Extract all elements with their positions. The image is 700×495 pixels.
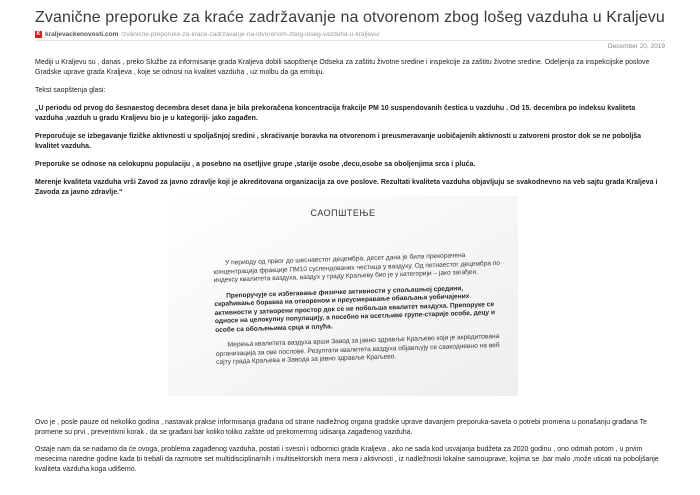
scan-paragraph-1: У периоду од првог до шеснаестог децембра, десет дана је била прекорачена концентрација фракције ПМ10 суспендованих честица у ваздуху. Од петнаестог децембра по индексу квалитета ваздуха, ваздух у граду Краљеву био је у категорији – јако загађен. — [213, 252, 501, 284]
scan-paragraph-3: Мерења квалитета ваздуха врши Завод за јавно здравље Краљево који је акредитована организација за ове послове. Резултати квалитета ваздуха објављују се свакодневно на веб сајту града Краљева и Завода за јавно здравље Краљево. — [215, 333, 500, 366]
article-body-outro — [35, 418, 665, 482]
site-favicon-icon: K — [36, 31, 41, 37]
intro-paragraph: Mediji u Kraljevu su , danas , preko Službe za informisanje grada Kraljeva dobili saopštenje Odseka za zaštitu životne sredine i inspekcije za zaštitu životne sredine. Odeljenja za inspekcijske poslove Gradske uprave grada Kraljeva , koje se odnosi na kvalitet vazduha , uz molbu da ga emituju. — [35, 59, 650, 76]
scan-title: САОПШТЕЊЕ — [310, 208, 376, 218]
statement-lead: Tekst saopštenja glasi: — [35, 87, 106, 94]
publish-date: December 20, 2019 — [607, 43, 665, 50]
outro-paragraph-1: Ovo je , posle pauze od nekoliko godina , nastavak prakse informisanja građana od strane nadležnog organa gradske uprave davanjem preporuka-saveta o potrebi promena u ponašanju građana Te promene su prvi , preventivni korak , da se građani bar koliko toliko zaštite od prekomernog udisanja zagađenog vazduha. — [35, 419, 647, 436]
article-title: Zvanične preporuke za kraće zadržavanje na otvorenom zbog lošeg vazduha u Kraljevu — [35, 9, 665, 26]
source-line[interactable] — [35, 31, 380, 38]
header-divider — [35, 40, 665, 41]
site-name[interactable]: kraljevackenovosti.com — [45, 31, 119, 38]
quote-paragraph-4: Merenje kvaliteta vazduha vrši Zavod za javno zdravlje koji je akreditovana organizacija za ove poslove. Rezultati kvaliteta vazduha objavljuju se svakodnevno na veb sajtu grada Kraljeva i Zavoda za javno zdravlje.“ — [35, 179, 658, 196]
article-body-intro — [35, 58, 665, 206]
quote-paragraph-2: Preporučuje se izbegavanje fizičke aktivnosti u spoljašnjoj sredini , skraćivanje boravka na otvorenom i preusmeravanje uobičajenih aktivnosti u zatvoreni prostor dok se ne poboljša kvalitet vazduha. — [35, 133, 642, 150]
scan-paragraph-2: Препоручује се избегавање физичке активности у спољашњој средини, скраћивање боравка на отвореном и преусмеравање обављања уобичајених активности у затворени простор док се не побољша квалитет ваздуха. Препоруке се односе на целокупну популацију, а посебно на осетљиве групе-старије особе, децу и особе са обољењима срца и плућа. — [214, 284, 496, 334]
scanned-statement-image — [168, 196, 518, 396]
quote-paragraph-1: „U periodu od prvog do šesnaestog decembra deset dana je bila prekoračena koncentracija frakcije PM 10 suspendovanih čestica u vazduhu . Od 15. decembra po indeksu kvaliteta vazduha ,vazduh u gradu Kraljevu bio je u kategoriji- jako zagađen. — [35, 105, 636, 122]
quote-paragraph-3: Preporuke se odnose na celokupnu populaciju , a posebno na osetljive grupe ,starije osobe ,decu,osobe sa oboljenjima srca i pluća. — [35, 161, 476, 168]
outro-paragraph-2: Ostaje nam da se nadamo da će ovoga, problema zagađenog vazduha, postati i svesni i odbornici grada Kraljeva , ako ne sada kod usvajanja budžeta za 2020 godinu , ono odmah potom , u prvim mesecima naredne godine kada bi trebali da razmotre set multidisciplinarnih i multisektorskih mera mera i aktivnosti , iz nadležnosti lokalne samouprave, kojima se ,bar malo ,može uticati na poboljšanje kvaliteta vazduha koga udišemo. — [35, 446, 659, 473]
article-url-path[interactable]: /zvanicne-preporuke-za-krace-zadrzavanje-na-otvorenom-zbog-loseg-vazduha-u-kraljevu/ — [121, 31, 380, 38]
scan-body — [213, 251, 506, 375]
